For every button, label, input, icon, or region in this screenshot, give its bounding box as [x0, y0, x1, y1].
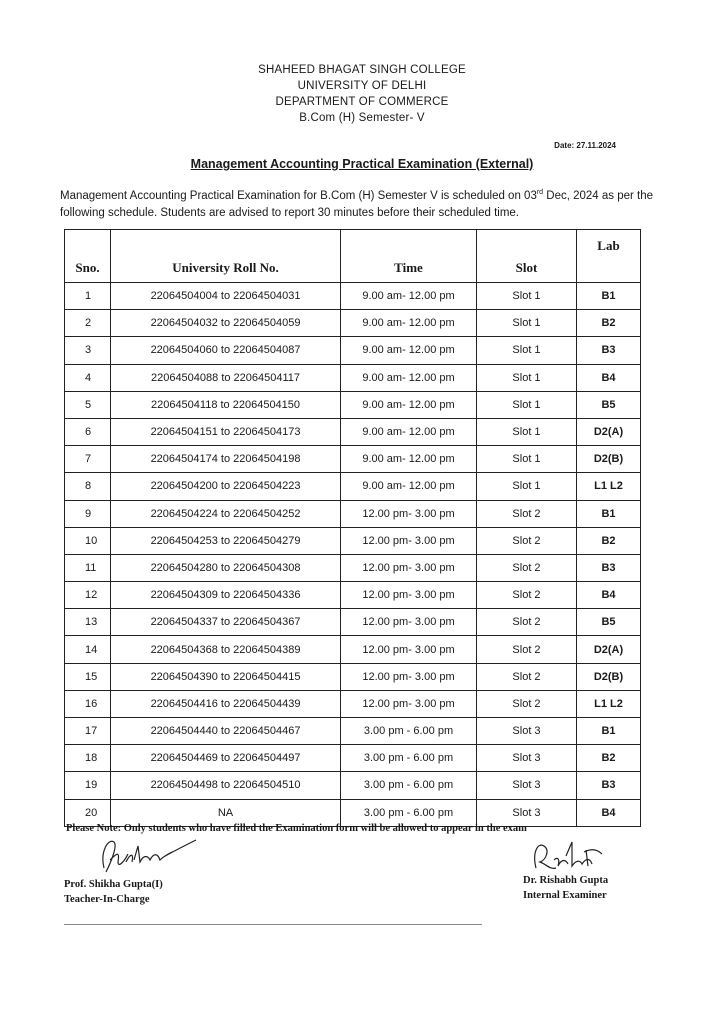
cell-time: 9.00 am- 12.00 pm	[341, 337, 477, 364]
cell-sno: 6	[65, 418, 111, 445]
table-row	[65, 745, 641, 772]
cell-lab: D2(A)	[577, 636, 641, 663]
cell-lab: B5	[577, 391, 641, 418]
header-roll-no: University Roll No.	[111, 230, 341, 283]
cell-slot: Slot 1	[477, 310, 577, 337]
header-lab: Lab	[577, 230, 641, 283]
cell-time: 12.00 pm- 3.00 pm	[341, 500, 477, 527]
table-row	[65, 609, 641, 636]
table-row	[65, 718, 641, 745]
document-date: Date: 27.11.2024	[554, 141, 616, 150]
cell-sno: 16	[65, 690, 111, 717]
cell-lab: L1 L2	[577, 690, 641, 717]
cell-slot: Slot 2	[477, 636, 577, 663]
cell-slot: Slot 2	[477, 527, 577, 554]
cell-roll-no: 22064504151 to 22064504173	[111, 418, 341, 445]
cell-sno: 13	[65, 609, 111, 636]
cell-roll-no: 22064504498 to 22064504510	[111, 772, 341, 799]
cell-time: 12.00 pm- 3.00 pm	[341, 636, 477, 663]
cell-time: 9.00 am- 12.00 pm	[341, 310, 477, 337]
cell-time: 3.00 pm - 6.00 pm	[341, 799, 477, 826]
cell-roll-no: 22064504337 to 22064504367	[111, 609, 341, 636]
table-row	[65, 527, 641, 554]
cell-time: 9.00 am- 12.00 pm	[341, 446, 477, 473]
table-row	[65, 473, 641, 500]
cell-slot: Slot 3	[477, 718, 577, 745]
signature-block-left	[64, 877, 163, 907]
table-row	[65, 391, 641, 418]
table-header-row	[65, 230, 641, 283]
cell-slot: Slot 2	[477, 690, 577, 717]
cell-time: 12.00 pm- 3.00 pm	[341, 527, 477, 554]
cell-time: 9.00 am- 12.00 pm	[341, 364, 477, 391]
header-time: Time	[341, 230, 477, 283]
cell-lab: B1	[577, 718, 641, 745]
cell-sno: 18	[65, 745, 111, 772]
cell-lab: B3	[577, 554, 641, 581]
table-row	[65, 364, 641, 391]
cell-roll-no: 22064504200 to 22064504223	[111, 473, 341, 500]
cell-sno: 1	[65, 283, 111, 310]
cell-slot: Slot 3	[477, 745, 577, 772]
table-row	[65, 337, 641, 364]
table-row	[65, 690, 641, 717]
cell-lab: B3	[577, 772, 641, 799]
cell-lab: B4	[577, 582, 641, 609]
department-name: DEPARTMENT OF COMMERCE	[275, 96, 449, 108]
cell-time: 3.00 pm - 6.00 pm	[341, 772, 477, 799]
table-row	[65, 636, 641, 663]
cell-roll-no: NA	[111, 799, 341, 826]
cell-time: 12.00 pm- 3.00 pm	[341, 663, 477, 690]
cell-roll-no: 22064504032 to 22064504059	[111, 310, 341, 337]
cell-lab: B4	[577, 799, 641, 826]
cell-sno: 14	[65, 636, 111, 663]
table-row	[65, 772, 641, 799]
intro-superscript: rd	[536, 189, 544, 196]
cell-sno: 11	[65, 554, 111, 581]
table-row	[65, 283, 641, 310]
cell-sno: 19	[65, 772, 111, 799]
cell-sno: 4	[65, 364, 111, 391]
cell-sno: 2	[65, 310, 111, 337]
cell-slot: Slot 2	[477, 554, 577, 581]
cell-time: 12.00 pm- 3.00 pm	[341, 582, 477, 609]
cell-slot: Slot 1	[477, 364, 577, 391]
cell-time: 9.00 am- 12.00 pm	[341, 283, 477, 310]
cell-roll-no: 22064504309 to 22064504336	[111, 582, 341, 609]
schedule-table	[64, 229, 641, 827]
table-row	[65, 418, 641, 445]
table-row	[65, 554, 641, 581]
cell-roll-no: 22064504088 to 22064504117	[111, 364, 341, 391]
cell-slot: Slot 2	[477, 500, 577, 527]
signatory-left-role: Teacher-In-Charge	[64, 894, 150, 905]
cell-lab: B2	[577, 527, 641, 554]
cell-sno: 12	[65, 582, 111, 609]
table-row	[65, 500, 641, 527]
table-row	[65, 582, 641, 609]
cell-sno: 15	[65, 663, 111, 690]
cell-lab: D2(A)	[577, 418, 641, 445]
cell-slot: Slot 1	[477, 473, 577, 500]
signature-right	[526, 838, 606, 878]
intro-text-after: Dec, 2024 as per the following schedule. Students are advised to report 30 minutes before their scheduled time.	[60, 189, 654, 219]
course-name: B.Com (H) Semester- V	[299, 112, 425, 124]
cell-lab: B1	[577, 283, 641, 310]
cell-slot: Slot 3	[477, 772, 577, 799]
cell-roll-no: 22064504440 to 22064504467	[111, 718, 341, 745]
cell-roll-no: 22064504118 to 22064504150	[111, 391, 341, 418]
document-header	[0, 62, 724, 126]
cell-slot: Slot 1	[477, 446, 577, 473]
cell-roll-no: 22064504060 to 22064504087	[111, 337, 341, 364]
signatory-right-role: Internal Examiner	[523, 890, 607, 901]
cell-lab: L1 L2	[577, 473, 641, 500]
cell-sno: 7	[65, 446, 111, 473]
signature-left	[92, 832, 202, 882]
cell-lab: B2	[577, 310, 641, 337]
cell-lab: D2(B)	[577, 446, 641, 473]
signature-block-right	[523, 873, 608, 903]
cell-lab: B3	[577, 337, 641, 364]
cell-sno: 20	[65, 799, 111, 826]
cell-time: 9.00 am- 12.00 pm	[341, 418, 477, 445]
signatory-right-name: Dr. Rishabh Gupta	[523, 875, 609, 886]
university-name: UNIVERSITY OF DELHI	[297, 80, 427, 92]
cell-slot: Slot 1	[477, 283, 577, 310]
cell-lab: B5	[577, 609, 641, 636]
cell-lab: D2(B)	[577, 663, 641, 690]
signatory-left-name: Prof. Shikha Gupta(I)	[64, 879, 163, 890]
cell-slot: Slot 2	[477, 582, 577, 609]
cell-sno: 8	[65, 473, 111, 500]
cell-lab: B2	[577, 745, 641, 772]
exam-note: Please Note: Only students who have filled the Examination form will be allowed to appear in the exam	[66, 823, 527, 834]
intro-paragraph	[60, 184, 680, 222]
table-row	[65, 446, 641, 473]
cell-roll-no: 22064504224 to 22064504252	[111, 500, 341, 527]
college-name: SHAHEED BHAGAT SINGH COLLEGE	[258, 64, 466, 76]
cell-slot: Slot 2	[477, 609, 577, 636]
cell-roll-no: 22064504280 to 22064504308	[111, 554, 341, 581]
table-row	[65, 310, 641, 337]
cell-time: 3.00 pm - 6.00 pm	[341, 718, 477, 745]
cell-lab: B4	[577, 364, 641, 391]
cell-lab: B1	[577, 500, 641, 527]
header-slot: Slot	[477, 230, 577, 283]
cell-sno: 10	[65, 527, 111, 554]
bottom-divider	[64, 924, 482, 925]
cell-slot: Slot 1	[477, 391, 577, 418]
cell-slot: Slot 2	[477, 663, 577, 690]
cell-time: 12.00 pm- 3.00 pm	[341, 690, 477, 717]
cell-slot: Slot 3	[477, 799, 577, 826]
cell-time: 9.00 am- 12.00 pm	[341, 391, 477, 418]
intro-text-before: Management Accounting Practical Examination for B.Com (H) Semester V is scheduled on 03	[60, 189, 537, 202]
cell-time: 12.00 pm- 3.00 pm	[341, 554, 477, 581]
cell-time: 9.00 am- 12.00 pm	[341, 473, 477, 500]
cell-roll-no: 22064504416 to 22064504439	[111, 690, 341, 717]
document-title: Management Accounting Practical Examination (External)	[190, 157, 534, 171]
cell-sno: 17	[65, 718, 111, 745]
cell-slot: Slot 1	[477, 337, 577, 364]
cell-sno: 5	[65, 391, 111, 418]
cell-roll-no: 22064504253 to 22064504279	[111, 527, 341, 554]
cell-slot: Slot 1	[477, 418, 577, 445]
cell-sno: 3	[65, 337, 111, 364]
table-row	[65, 663, 641, 690]
cell-roll-no: 22064504174 to 22064504198	[111, 446, 341, 473]
cell-sno: 9	[65, 500, 111, 527]
cell-roll-no: 22064504390 to 22064504415	[111, 663, 341, 690]
header-sno: Sno.	[65, 230, 111, 283]
cell-roll-no: 22064504469 to 22064504497	[111, 745, 341, 772]
cell-roll-no: 22064504004 to 22064504031	[111, 283, 341, 310]
cell-roll-no: 22064504368 to 22064504389	[111, 636, 341, 663]
cell-time: 12.00 pm- 3.00 pm	[341, 609, 477, 636]
cell-time: 3.00 pm - 6.00 pm	[341, 745, 477, 772]
